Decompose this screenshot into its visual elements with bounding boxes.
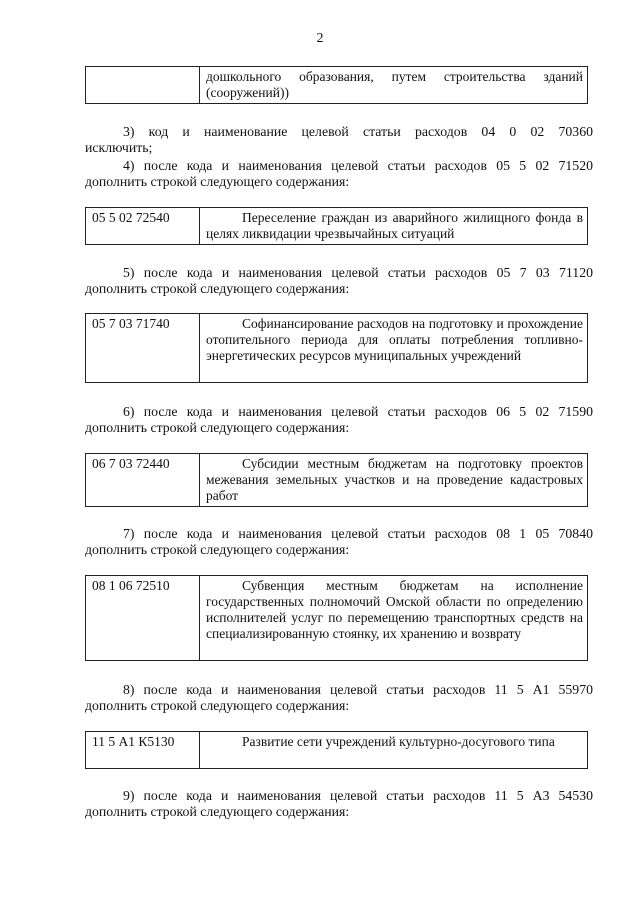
row-code: 08 1 06 72510 [86, 576, 200, 660]
item-7-line2: дополнить строкой следующего содержания: [85, 542, 350, 557]
item-8-line2: дополнить строкой следующего содержания: [85, 698, 350, 713]
item-6-line2: дополнить строкой следующего содержания: [85, 420, 350, 435]
item-4-line2: дополнить строкой следующего содержания: [85, 174, 350, 189]
row-name: Переселение граждан из аварийного жилищного фонда в целях ликвидации чрезвычайных ситуаций [206, 210, 583, 241]
item-4-line1: 4) после кода и наименования целевой статьи расходов 05 5 02 71520 [123, 158, 593, 173]
item-5-line2: дополнить строкой следующего содержания: [85, 281, 350, 296]
row-name: Субвенция местным бюджетам на исполнение государственных полномочий Омской области по определению исполнителей услуг по перемещению транспортных средств на специализированную стоянку, их хранению и возврату [206, 578, 583, 641]
row-code: 05 5 02 72540 [86, 208, 200, 244]
item-6-line1: 6) после кода и наименования целевой статьи расходов 06 5 02 71590 [123, 404, 593, 419]
row-name: Софинансирование расходов на подготовку и прохождение отопительного периода для оплаты потребления топливно-энергетических ресурсов муниципальных учреждений [206, 316, 583, 363]
row-code [86, 67, 200, 103]
item-5 [85, 265, 593, 297]
item-7 [85, 526, 593, 558]
page-number: 2 [316, 31, 324, 46]
row-name: Субсидии местным бюджетам на подготовку проектов межевания земельных участков и на проведение кадастровых работ [206, 456, 583, 503]
item-9 [85, 788, 593, 820]
item-9-line1: 9) после кода и наименования целевой статьи расходов 11 5 А3 54530 [123, 788, 593, 803]
item-8-line1: 8) после кода и наименования целевой статьи расходов 11 5 А1 55970 [123, 682, 593, 697]
table-row [85, 313, 588, 383]
item-3 [85, 124, 593, 156]
row-code: 11 5 А1 К5130 [86, 732, 200, 768]
table-row [85, 453, 588, 507]
row-name: Развитие сети учреждений культурно-досугового типа [242, 734, 555, 749]
item-6 [85, 404, 593, 436]
table-row [85, 575, 588, 661]
item-4 [85, 158, 593, 190]
table-row [85, 731, 588, 769]
table-row-fragment [85, 66, 588, 104]
item-8 [85, 682, 593, 714]
row-name: дошкольного образования, путем строительства зданий (сооружений)) [206, 69, 583, 100]
row-code: 05 7 03 71740 [86, 314, 200, 382]
item-5-line1: 5) после кода и наименования целевой статьи расходов 05 7 03 71120 [123, 265, 593, 280]
item-7-line1: 7) после кода и наименования целевой статьи расходов 08 1 05 70840 [123, 526, 593, 541]
item-9-line2: дополнить строкой следующего содержания: [85, 804, 350, 819]
item-3-line2: исключить; [85, 140, 153, 155]
table-row [85, 207, 588, 245]
row-code: 06 7 03 72440 [86, 454, 200, 506]
item-3-line1: 3) код и наименование целевой статьи расходов 04 0 02 70360 [123, 124, 593, 139]
